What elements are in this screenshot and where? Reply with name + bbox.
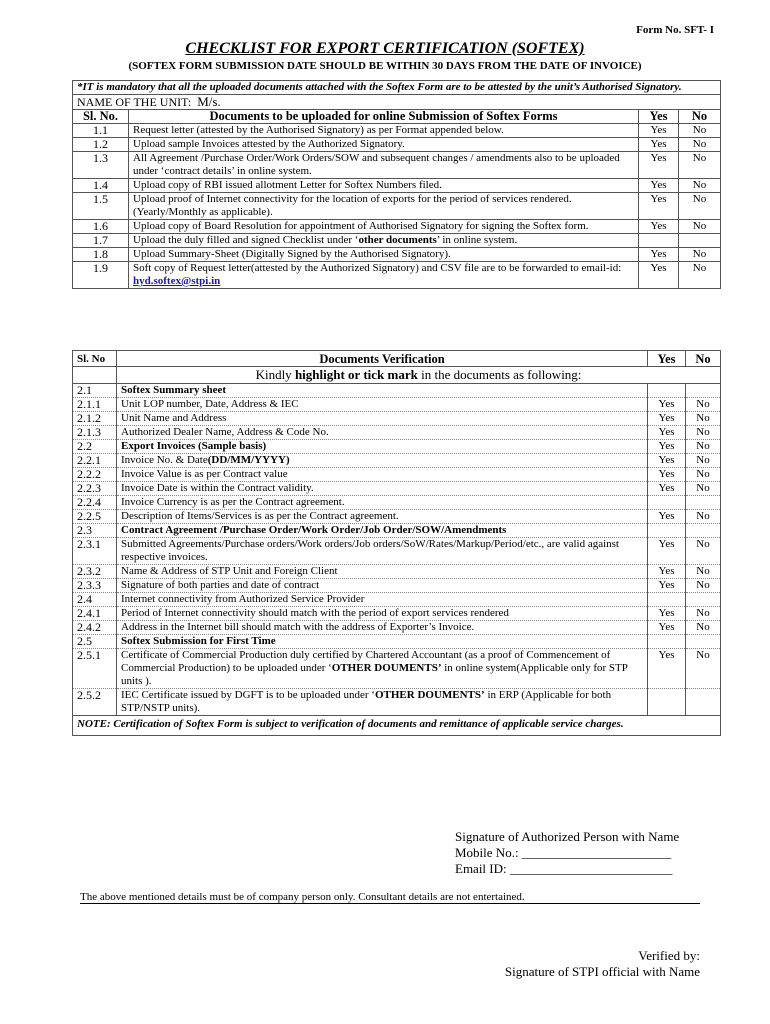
yes-option: Yes — [648, 510, 686, 524]
table-row — [73, 454, 721, 468]
row-number: 2.1.1 — [73, 398, 117, 412]
row-description — [117, 510, 648, 524]
row-text-bold: (DD/MM/YYYY) — [207, 454, 290, 466]
mandatory-note: *IT is mandatory that all the uploaded documents attached with the Softex Form are to be attested by the unit’s Authorised Signatory. — [73, 81, 721, 95]
no-option: No — [679, 138, 721, 152]
row-text: Authorized Dealer Name, Address & Code No. — [121, 426, 329, 438]
table-row — [73, 426, 721, 440]
row-description — [117, 689, 648, 716]
row-description — [117, 538, 648, 565]
row-number: 2.1.3 — [73, 426, 117, 440]
yes-option: Yes — [648, 482, 686, 496]
email-link[interactable]: hyd.softex@stpi.in — [133, 275, 221, 287]
row-number: 2.5.1 — [73, 649, 117, 689]
row-description — [129, 138, 639, 152]
table-row — [73, 649, 721, 689]
row-description — [129, 234, 639, 248]
unit-name-value: M/s. — [197, 94, 221, 109]
yes-option: Yes — [639, 262, 679, 289]
row-text: Period of Internet connectivity should match with the period of export services rendered — [121, 607, 509, 619]
row-text: Invoice Value is as per Contract value — [121, 468, 288, 480]
verify-instruction — [117, 367, 721, 384]
table-row — [73, 398, 721, 412]
stpi-signature-line: Signature of STPI official with Name — [504, 964, 700, 979]
row-text: Upload copy of Board Resolution for appointment of Authorised Signatory for signing the Softex form. — [133, 220, 589, 232]
yes-option: Yes — [648, 398, 686, 412]
row-description — [117, 621, 648, 635]
verification-table — [72, 350, 721, 736]
row-number: 2.4.1 — [73, 607, 117, 621]
no-option: No — [686, 649, 721, 689]
row-number: 2.3 — [73, 524, 117, 538]
row-text-post: ’ in online system. — [436, 234, 518, 246]
row-description — [117, 649, 648, 689]
table-row — [73, 482, 721, 496]
row-number: 1.7 — [73, 234, 129, 248]
row-text: Submitted Agreements/Purchase orders/Work orders/Job orders/SoW/Rates/Markup/Period/etc., are valid against respective invoices. — [121, 538, 619, 563]
row-text-pre: Invoice No. & Date — [121, 454, 208, 466]
row-description — [129, 152, 639, 179]
row-text: Address in the Internet bill should match with the address of Exporter’s Invoice. — [121, 621, 475, 633]
yes-option — [648, 635, 686, 649]
form-number: Form No. SFT- I — [636, 24, 714, 36]
row-text-pre: Certificate of Commercial Production duly certified by Chartered Accountant (as a proof of Commencement of Commercial Production) to be uploaded under ‘ — [121, 649, 611, 674]
row-description — [129, 193, 639, 220]
table-row — [73, 152, 721, 179]
table-row — [73, 440, 721, 454]
row-number: 1.2 — [73, 138, 129, 152]
table-row — [73, 607, 721, 621]
row-description — [129, 124, 639, 138]
yes-option — [648, 689, 686, 716]
table-row — [73, 179, 721, 193]
row-number: 2.3.2 — [73, 565, 117, 579]
row-number: 2.5 — [73, 635, 117, 649]
upload-checklist-table — [72, 80, 721, 289]
row-description — [129, 248, 639, 262]
row-number: 2.2.3 — [73, 482, 117, 496]
row-text: Request letter (attested by the Authorised Signatory) as per Format appended below. — [133, 124, 504, 136]
signature-line: Signature of Authorized Person with Name — [455, 829, 680, 844]
upload-rows — [73, 124, 721, 289]
row-description — [117, 579, 648, 593]
row-text: Softex Submission for First Time — [121, 635, 276, 647]
row-text: Upload Summary-Sheet (Digitally Signed by the Authorised Signatory). — [133, 248, 451, 260]
row-number: 2.1.2 — [73, 412, 117, 426]
yes-option: Yes — [639, 248, 679, 262]
no-option: No — [686, 579, 721, 593]
row-number: 2.4 — [73, 593, 117, 607]
instruction-bold: highlight or tick mark — [294, 367, 418, 382]
instruction-pre: Kindly — [255, 367, 295, 382]
verified-by-block — [505, 948, 700, 980]
no-option — [686, 593, 721, 607]
no-option: No — [686, 565, 721, 579]
yes-option: Yes — [639, 124, 679, 138]
no-option: No — [679, 248, 721, 262]
instruction-post: in the documents as following: — [417, 367, 582, 382]
yes-option — [648, 384, 686, 398]
header-no: No — [686, 351, 721, 367]
table-row — [73, 510, 721, 524]
table-row — [73, 384, 721, 398]
no-option — [686, 635, 721, 649]
row-description — [117, 482, 648, 496]
header-yes: Yes — [648, 351, 686, 367]
no-option: No — [686, 398, 721, 412]
no-option: No — [686, 538, 721, 565]
row-number: 1.3 — [73, 152, 129, 179]
row-text: Upload proof of Internet connectivity for the location of exports for the period of services rendered. (Yearly/Monthly as applicable). — [133, 193, 572, 218]
table-row — [73, 496, 721, 510]
verify-table-header — [73, 351, 721, 367]
row-number: 1.6 — [73, 220, 129, 234]
no-option: No — [679, 124, 721, 138]
row-text: Unit LOP number, Date, Address & IEC — [121, 398, 299, 410]
row-number: 1.8 — [73, 248, 129, 262]
email-line: Email ID: _________________________ — [455, 861, 673, 876]
row-text: Invoice Date is within the Contract validity. — [121, 482, 314, 494]
unit-name-row — [73, 95, 721, 110]
no-option: No — [686, 468, 721, 482]
no-option: No — [679, 179, 721, 193]
row-number: 2.5.2 — [73, 689, 117, 716]
row-description — [117, 468, 648, 482]
authorized-signature-block — [455, 829, 679, 877]
row-text-post: in ERP (Applicable for both STP/NSTP units). — [121, 689, 612, 714]
row-description — [129, 262, 639, 289]
row-description — [117, 607, 648, 621]
unit-name-label: NAME OF THE UNIT: — [77, 95, 192, 109]
yes-option: Yes — [639, 220, 679, 234]
yes-option: Yes — [648, 565, 686, 579]
no-option: No — [686, 412, 721, 426]
yes-option: Yes — [639, 193, 679, 220]
row-number: 1.4 — [73, 179, 129, 193]
row-text: Description of Items/Services is as per the Contract agreement. — [121, 510, 399, 522]
row-description — [117, 440, 648, 454]
row-text: Signature of both parties and date of contract — [121, 579, 320, 591]
row-text-bold: other documents — [358, 234, 437, 246]
certification-note: NOTE: Certification of Softex Form is subject to verification of documents and remittance of applicable service charges. — [73, 716, 721, 736]
table-row — [73, 124, 721, 138]
row-description — [117, 565, 648, 579]
row-description — [117, 593, 648, 607]
row-description — [117, 454, 648, 468]
header-documents: Documents to be uploaded for online Submission of Softex Forms — [129, 110, 639, 124]
row-text: Name & Address of STP Unit and Foreign Client — [121, 565, 338, 577]
table-row — [73, 524, 721, 538]
mobile-line: Mobile No.: _______________________ — [455, 845, 672, 860]
row-text: Unit Name and Address — [121, 412, 227, 424]
no-option: No — [679, 193, 721, 220]
header-yes: Yes — [639, 110, 679, 124]
table-row — [73, 193, 721, 220]
row-text: All Agreement /Purchase Order/Work Orders/SOW and subsequent changes / amendments also to be uploaded under ‘contract details’ in online system. — [133, 152, 620, 177]
no-option — [686, 496, 721, 510]
no-option: No — [686, 510, 721, 524]
table-row — [73, 565, 721, 579]
yes-option: Yes — [648, 468, 686, 482]
table-row — [73, 262, 721, 289]
table-row — [73, 689, 721, 716]
table-row — [73, 412, 721, 426]
header-no: No — [679, 110, 721, 124]
no-option: No — [686, 454, 721, 468]
row-description — [129, 179, 639, 193]
table-row — [73, 579, 721, 593]
row-number: 1.5 — [73, 193, 129, 220]
yes-option: Yes — [648, 579, 686, 593]
no-option: No — [686, 607, 721, 621]
row-number: 2.1 — [73, 384, 117, 398]
table-row — [73, 220, 721, 234]
row-number: 2.2.4 — [73, 496, 117, 510]
table-row — [73, 538, 721, 565]
row-description — [117, 496, 648, 510]
yes-option — [648, 496, 686, 510]
table-row — [73, 234, 721, 248]
row-text-bold: OTHER DOUMENTS’ — [374, 689, 485, 701]
table-row — [73, 248, 721, 262]
table-row — [73, 593, 721, 607]
yes-option: Yes — [639, 138, 679, 152]
row-description — [117, 635, 648, 649]
row-text: Upload sample Invoices attested by the Authorized Signatory. — [133, 138, 405, 150]
yes-option: Yes — [639, 179, 679, 193]
row-text-pre: Upload the duly filled and signed Checklist under ‘ — [133, 234, 359, 246]
table-row — [73, 635, 721, 649]
row-text-pre: Soft copy of Request letter(attested by the Authorized Signatory) and CSV file are to be forwarded to email-id: — [133, 262, 622, 274]
header-documents-verification: Documents Verification — [117, 351, 648, 367]
yes-option: Yes — [648, 649, 686, 689]
row-number: 2.4.2 — [73, 621, 117, 635]
no-option: No — [679, 152, 721, 179]
page-subtitle: (SOFTEX FORM SUBMISSION DATE SHOULD BE WITHIN 30 DAYS FROM THE DATE OF INVOICE) — [128, 60, 642, 72]
no-option: No — [686, 440, 721, 454]
row-description — [117, 412, 648, 426]
row-number: 1.9 — [73, 262, 129, 289]
row-description — [117, 384, 648, 398]
row-number: 1.1 — [73, 124, 129, 138]
row-text: Internet connectivity from Authorized Service Provider — [121, 593, 365, 605]
upload-table-header — [73, 110, 721, 124]
row-number: 2.2.2 — [73, 468, 117, 482]
row-description — [129, 220, 639, 234]
verified-by-label: Verified by: — [638, 948, 700, 963]
yes-option: Yes — [648, 426, 686, 440]
row-text: Upload copy of RBI issued allotment Letter for Softex Numbers filed. — [133, 179, 442, 191]
no-option: No — [686, 621, 721, 635]
row-description — [117, 398, 648, 412]
yes-option: Yes — [648, 607, 686, 621]
yes-option: Yes — [648, 412, 686, 426]
row-text: Softex Summary sheet — [121, 384, 227, 396]
row-text: Contract Agreement /Purchase Order/Work Order/Job Order/SOW/Amendments — [121, 524, 507, 536]
header-sl-no: Sl. No — [73, 351, 117, 367]
row-description — [117, 524, 648, 538]
row-number: 2.3.1 — [73, 538, 117, 565]
header-sl-no: Sl. No. — [73, 110, 129, 124]
no-option — [686, 689, 721, 716]
row-number: 2.2.5 — [73, 510, 117, 524]
no-option: No — [686, 482, 721, 496]
row-text: Export Invoices (Sample basis) — [121, 440, 267, 452]
row-description — [117, 426, 648, 440]
row-text-pre: IEC Certificate issued by DGFT is to be uploaded under ‘ — [121, 689, 375, 701]
row-text-post: in online system(Applicable only for STP units ). — [121, 662, 628, 687]
yes-option — [639, 234, 679, 248]
yes-option: Yes — [639, 152, 679, 179]
table-row — [73, 468, 721, 482]
yes-option — [648, 524, 686, 538]
yes-option: Yes — [648, 538, 686, 565]
row-text-bold: OTHER DOUMENTS’ — [331, 662, 442, 674]
table-row — [73, 138, 721, 152]
row-text: Invoice Currency is as per the Contract agreement. — [121, 496, 345, 508]
footer-note: The above mentioned details must be of company person only. Consultant details are not entertained. — [80, 891, 700, 904]
row-number: 2.3.3 — [73, 579, 117, 593]
yes-option: Yes — [648, 440, 686, 454]
verification-rows — [73, 384, 721, 716]
table-row — [73, 621, 721, 635]
no-option: No — [679, 262, 721, 289]
no-option — [679, 234, 721, 248]
no-option — [686, 524, 721, 538]
yes-option: Yes — [648, 621, 686, 635]
yes-option: Yes — [648, 454, 686, 468]
page-title: CHECKLIST FOR EXPORT CERTIFICATION (SOFTEX) — [185, 40, 585, 57]
no-option: No — [686, 426, 721, 440]
row-number: 2.2 — [73, 440, 117, 454]
no-option — [686, 384, 721, 398]
row-number: 2.2.1 — [73, 454, 117, 468]
yes-option — [648, 593, 686, 607]
no-option: No — [679, 220, 721, 234]
